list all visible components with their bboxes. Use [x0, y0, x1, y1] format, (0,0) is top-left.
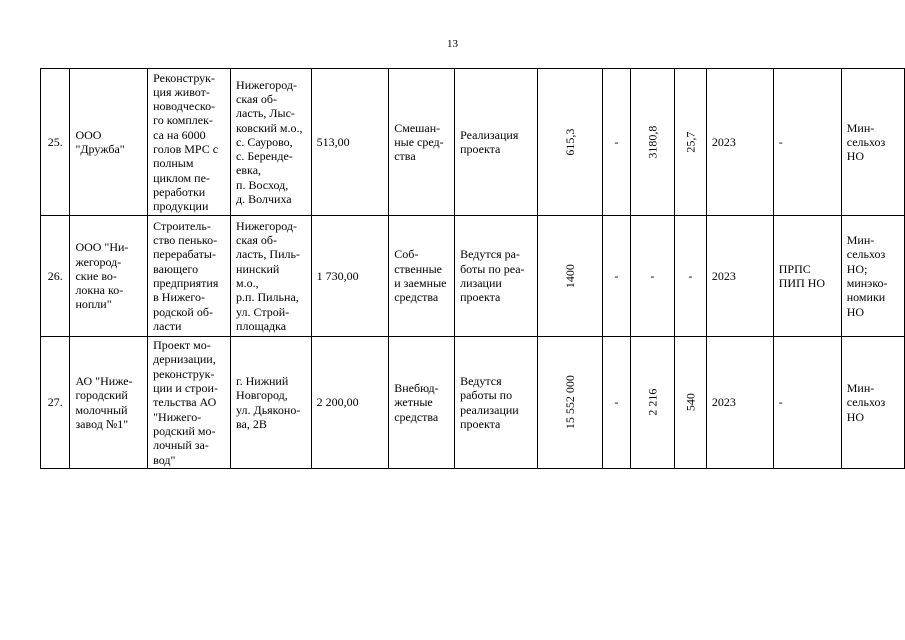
amount-cell: 513,00 — [311, 69, 389, 216]
value-4-cell: 540 — [683, 393, 698, 412]
value-3-cell: - — [630, 216, 674, 337]
table-row — [41, 69, 905, 216]
amount-cell: 1 730,00 — [311, 216, 389, 337]
value-2-cell: - — [602, 216, 630, 337]
value-2-cell: - — [602, 69, 630, 216]
value-3-cell: 3180,8 — [645, 125, 660, 159]
program-cell: - — [773, 337, 841, 469]
project-cell: Строитель- ство пенько- перерабаты- вающего предприятия в Нижего- родской об- ласти — [148, 216, 231, 337]
value-4-cell: 25,7 — [683, 131, 698, 153]
organization-cell: ООО "Дружба" — [70, 69, 148, 216]
value-4-cell: - — [674, 216, 706, 337]
row-number: 26. — [41, 216, 70, 337]
status-cell: Реализация проекта — [455, 69, 538, 216]
year-cell: 2023 — [706, 216, 773, 337]
projects-table — [40, 68, 905, 469]
funding-source-cell: Внебюд- жетные средства — [389, 337, 455, 469]
organization-cell: АО "Ниже- городский молочный завод №1" — [70, 337, 148, 469]
value-1-cell: 615,3 — [562, 128, 577, 156]
location-cell: г. Нижний Новгород, ул. Дьяконо- ва, 2В — [231, 337, 312, 469]
row-number: 27. — [41, 337, 70, 469]
location-cell: Нижегород- ская об- ласть, Пиль- нинский м.о., р.п. Пильна, ул. Строй- площадка — [231, 216, 312, 337]
ministry-cell: Мин- сельхоз НО — [841, 337, 904, 469]
project-cell: Проект мо- дернизации, реконструк- ции и строи- тельства АО "Нижего- родский мо- лочный за- вод" — [148, 337, 231, 469]
status-cell: Ведутся работы по реализации проекта — [455, 337, 538, 469]
program-cell: - — [773, 69, 841, 216]
amount-cell: 2 200,00 — [311, 337, 389, 469]
year-cell: 2023 — [706, 337, 773, 469]
year-cell: 2023 — [706, 69, 773, 216]
row-number: 25. — [41, 69, 70, 216]
page-number: 13 — [447, 38, 458, 50]
ministry-cell: Мин- сельхоз НО — [841, 69, 904, 216]
table-row — [41, 216, 905, 337]
program-cell: ПРПС ПИП НО — [773, 216, 841, 337]
value-1-cell: 1400 — [562, 263, 577, 288]
location-cell: Нижегород- ская об- ласть, Лыс- ковский м.о., с. Саурово, с. Беренде- евка, п. Восход, д. Волчиха — [231, 69, 312, 216]
funding-source-cell: Соб- ственные и заемные средства — [389, 216, 455, 337]
funding-source-cell: Смешан- ные сред- ства — [389, 69, 455, 216]
project-cell: Реконструк- ция живот- новодческо- го комплек- са на 6000 голов МРС с полным циклом пе- реработки продукции — [148, 69, 231, 216]
table-row — [41, 337, 905, 469]
value-2-cell: - — [602, 337, 630, 469]
ministry-cell: Мин- сельхоз НО; минэко- номики НО — [841, 216, 904, 337]
status-cell: Ведутся ра- боты по реа- лизации проекта — [455, 216, 538, 337]
value-1-cell: 15 552 000 — [562, 375, 577, 430]
organization-cell: ООО "Ни- жегород- ские во- локна ко- нопли" — [70, 216, 148, 337]
value-3-cell: 2 216 — [645, 388, 660, 416]
